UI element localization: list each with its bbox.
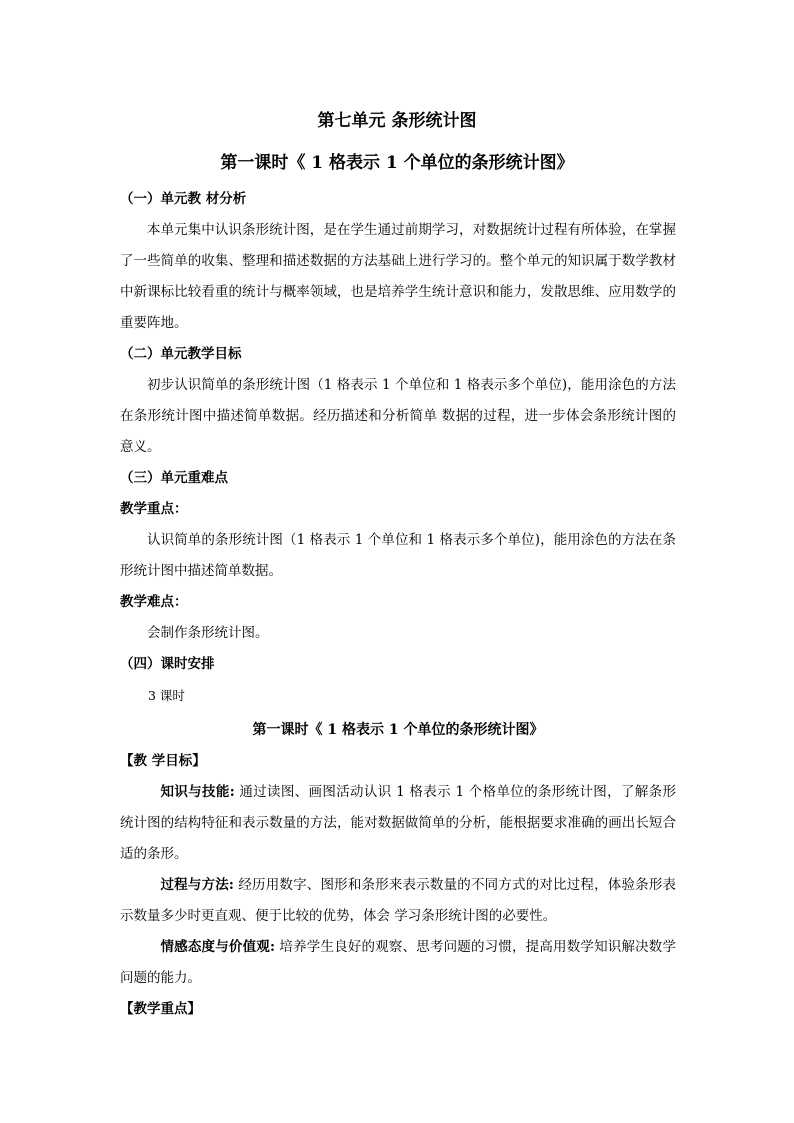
goal-process	[120, 870, 676, 932]
goal-attitude	[120, 932, 676, 994]
teaching-key-heading: 【教学重点】	[120, 1001, 201, 1017]
key-point-paragraph: 认识简单的条形统计图（1 格表示 1 个单位和 1 格表示多个单位)，能用涂色的方法在条形统计图中描述简单数据。	[120, 532, 676, 579]
section-heading-schedule: （四）课时安排	[120, 656, 215, 672]
difficult-point-paragraph: 会制作条形统计图。	[147, 625, 269, 641]
schedule-text: 3 课时	[148, 688, 185, 703]
goal-knowledge	[120, 777, 676, 870]
difficult-point-label: 教学难点：	[120, 594, 188, 610]
lesson-heading: 第一课时《 1 格表示 1 个单位的条形统计图》	[252, 722, 544, 738]
goal-knowledge-label: 知识与技能:	[160, 784, 235, 800]
goal-process-text: 经历用数字、图形和条形来表示数量的不同方式的对比过程，体验条形表示数量多少时更直观、便于比较的优势，体会 学习条形统计图的必要性。	[120, 877, 677, 924]
section-heading-key-difficult: （三）单元重难点	[120, 470, 228, 486]
goals-paragraph: 初步认识简单的条形统计图（1 格表示 1 个单位和 1 格表示多个单位)，能用涂色的方法在条形统计图中描述简单数据。经历描述和分析简单 数据的过程，进一步体会条形统计图的意义。	[120, 377, 676, 455]
goal-knowledge-text: 通过读图、画图活动认识 1 格表示 1 个格单位的条形统计图，了解条形统计图的结构特征和表示数量的方法，能对数据做简单的分析，能根据要求准确的画出长短合适的条形。	[120, 784, 677, 862]
document-body	[120, 184, 676, 1025]
analysis-paragraph: 本单元集中认识条形统计图，是在学生通过前期学习，对数据统计过程有所体验，在掌握了一些简单的收集、整理和描述数据的方法基础上进行学习的。整个单元的知识属于数学教材中新课标比较看重的统计与概率领域，也是培养学生统计意识和能力，发散思维、应用数学的重要阵地。	[120, 222, 676, 331]
section-heading-goals: （二）单元教学目标	[120, 346, 242, 362]
goal-attitude-label: 情感态度与价值观:	[160, 939, 275, 955]
key-point-label: 教学重点：	[120, 501, 188, 517]
goal-attitude-text: 培养学生良好的观察、思考问题的习惯，提高用数学知识解决数学问题的能力。	[120, 939, 676, 986]
unit-title: 第七单元 条形统计图	[317, 111, 477, 131]
lesson-title: 第一课时《 1 格表示 1 个单位的条形统计图》	[220, 153, 574, 173]
teaching-goals-heading: 【教 学目标】	[120, 753, 206, 769]
goal-process-label: 过程与方法:	[160, 877, 234, 893]
section-heading-analysis: （一）单元教 材分析	[120, 191, 247, 207]
